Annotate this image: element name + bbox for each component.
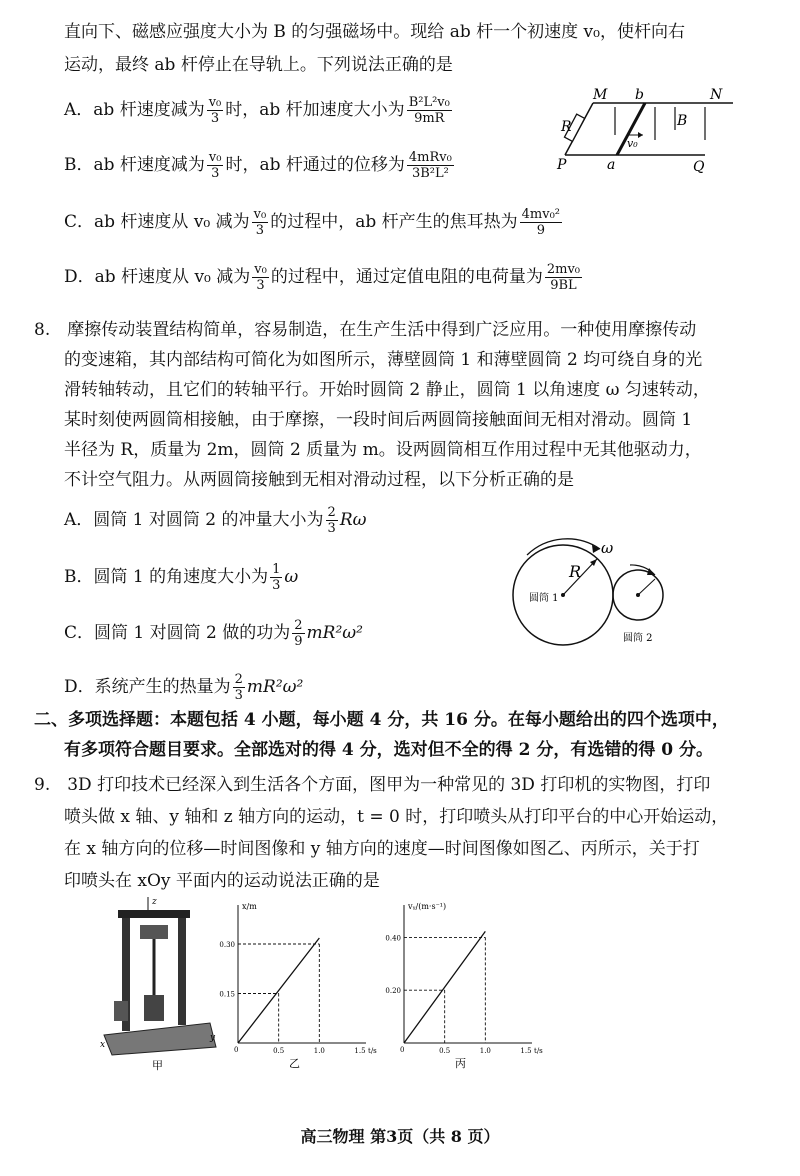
x-tick-label: 1.5 <box>520 1047 532 1055</box>
option-text: C．圆筒 1 对圆筒 2 做的功为 <box>64 623 291 643</box>
origin-label: 0 <box>234 1046 239 1054</box>
y-tick-label: 0.15 <box>219 990 235 999</box>
fraction-denominator: 9mR <box>414 111 445 126</box>
chart-caption: 乙 <box>289 1057 300 1070</box>
q9-line-1: 9. 3D 打印技术已经深入到生活各个方面，图甲为一种常见的 3D 打印机的实物图，打印 <box>34 775 711 795</box>
fraction-numerator: 4mv₀² <box>521 207 561 222</box>
label-B: B <box>677 113 688 129</box>
fraction-numerator: 2 <box>327 505 336 520</box>
label-v0: v₀ <box>627 137 638 150</box>
option-text: Rω <box>339 510 367 530</box>
fraction-numerator: 4mRv₀ <box>408 150 452 165</box>
q8-line-2: 的变速箱，其内部结构可简化为如图所示，薄壁圆筒 1 和薄壁圆筒 2 均可绕自身的光 <box>64 350 703 370</box>
fraction <box>252 207 269 238</box>
fraction-denominator: 3B²L² <box>411 166 449 181</box>
fraction-denominator: 3 <box>210 111 220 126</box>
option-text: D．系统产生的热量为 <box>64 677 231 697</box>
fraction <box>326 505 338 536</box>
label-a: a <box>607 157 616 173</box>
chart-bing <box>378 895 543 1075</box>
fraction-numerator: B²L²v₀ <box>408 95 450 110</box>
printer-y-label: y <box>210 1033 216 1043</box>
origin-label: 0 <box>400 1046 405 1054</box>
fraction <box>233 672 245 703</box>
label-R: R <box>561 119 572 135</box>
fraction-denominator: 3 <box>211 166 220 181</box>
option-text: ω <box>284 567 299 587</box>
fraction-denominator: 9BL <box>550 278 577 293</box>
fraction-denominator: 3 <box>234 688 243 703</box>
q8-option-B <box>64 562 298 593</box>
fraction <box>545 262 582 293</box>
q8-line-1: 8. 摩擦传动装置结构简单，容易制造，在生产生活中得到广泛应用。一种使用摩擦传动 <box>34 320 697 340</box>
option-text: 时，ab 杆加速度大小为 <box>225 100 405 120</box>
y-tick-label: 0.20 <box>385 987 401 996</box>
cylinder-2-label: 圆筒 2 <box>623 633 653 644</box>
fraction-numerator: v₀ <box>208 150 222 165</box>
radius-label: R <box>569 562 582 581</box>
fraction <box>407 150 454 181</box>
fraction-denominator: 3 <box>256 278 265 293</box>
rail-circuit-figure <box>555 85 735 180</box>
fraction <box>270 562 282 593</box>
fraction-numerator: 2mv₀ <box>546 262 580 277</box>
fig-jia-caption: 甲 <box>152 1059 163 1072</box>
y-axis-label: x/m <box>242 902 257 911</box>
option-text: B．圆筒 1 的角速度大小为 <box>64 567 269 587</box>
q8-option-D <box>64 672 303 703</box>
option-text: A．ab 杆速度减为 <box>64 100 205 120</box>
fraction <box>520 207 562 238</box>
q9-line-2: 喷头做 x 轴、y 轴和 z 轴方向的运动，t = 0 时，打印喷头从打印平台的中心开始运动， <box>64 807 729 827</box>
option-text: 时，ab 杆通过的位移为 <box>225 155 405 175</box>
option-text: D．ab 杆速度从 v₀ 减为 <box>64 267 251 287</box>
q7-option-A <box>64 95 454 126</box>
printer-photo-figure <box>100 895 220 1070</box>
page-footer: 高三物理 第3页（共 8 页） <box>300 1127 500 1146</box>
q7-option-B <box>64 150 456 181</box>
fraction-denominator: 9 <box>536 223 545 238</box>
x-tick-label: 1.0 <box>479 1047 491 1055</box>
y-tick-label: 0.30 <box>219 941 235 949</box>
option-text: mR²ω² <box>306 623 363 643</box>
fraction-denominator: 9 <box>294 634 303 649</box>
chart-caption: 丙 <box>455 1057 466 1070</box>
fraction-numerator: 1 <box>272 562 281 577</box>
fraction-denominator: 3 <box>255 223 265 238</box>
y-axis-label: vᵧ/(m·s⁻¹) <box>408 902 447 911</box>
q8-line-6: 不计空气阻力。从两圆筒接触到无相对滑动过程，以下分析正确的是 <box>64 470 574 490</box>
fraction <box>207 95 224 126</box>
printer-x-label: x <box>100 1040 106 1050</box>
q9-line-4: 印喷头在 xOy 平面内的运动说法正确的是 <box>64 871 380 891</box>
x-tick-label: 1.0 <box>313 1047 325 1055</box>
fraction <box>252 262 269 293</box>
fraction <box>407 95 452 126</box>
fraction-numerator: 2 <box>234 672 243 687</box>
q7-option-D <box>64 262 584 293</box>
fraction-denominator: 3 <box>272 578 281 593</box>
option-text: B．ab 杆速度减为 <box>64 155 205 175</box>
q8-line-4: 某时刻使两圆筒相接触，由于摩擦，一段时间后两圆筒接触面间无相对滑动。圆筒 1 <box>64 410 693 430</box>
x-axis-label: t/s <box>368 1047 377 1055</box>
q8-option-C <box>64 618 363 649</box>
fraction-numerator: v₀ <box>253 207 267 222</box>
label-M: M <box>593 87 608 103</box>
q8-line-5: 半径为 R，质量为 2m，圆筒 2 质量为 m。设两圆筒相互作用过程中无其他驱动力， <box>64 440 702 460</box>
label-b: b <box>635 87 644 103</box>
section2-line-1: 二、多项选择题：本题包括 4 小题，每小题 4 分，共 16 分。在每小题给出的四个选项中， <box>34 710 729 730</box>
chart-yi <box>212 895 377 1075</box>
omega-label: ω <box>601 539 614 557</box>
option-text: 的过程中，通过定值电阻的电荷量为 <box>270 267 543 287</box>
fraction-denominator: 3 <box>327 521 336 536</box>
option-text: A．圆筒 1 对圆筒 2 的冲量大小为 <box>64 510 324 530</box>
fraction-numerator: v₀ <box>208 95 222 110</box>
fraction-numerator: v₀ <box>254 262 267 277</box>
series-line <box>238 938 319 1043</box>
q8-line-3: 滑转轴转动，且它们的转轴平行。开始时圆筒 2 静止，圆筒 1 以角速度 ω 匀速转动， <box>64 380 710 400</box>
intro-line-2: 运动，最终 ab 杆停止在导轨上。下列说法正确的是 <box>64 55 453 75</box>
label-Q: Q <box>693 159 705 175</box>
section2-line-2: 有多项符合题目要求。全部选对的得 4 分，选对但不全的得 2 分，有选错的得 0 分。 <box>64 740 713 760</box>
q9-line-3: 在 x 轴方向的位移—时间图像和 y 轴方向的速度—时间图像如图乙、丙所示，关于打 <box>64 839 700 859</box>
label-N: N <box>710 87 723 103</box>
y-tick-label: 0.40 <box>385 934 401 943</box>
x-tick-label: 0.5 <box>273 1047 285 1055</box>
label-P: P <box>557 157 567 173</box>
cylinders-figure <box>505 535 695 650</box>
intro-line-1: 直向下、磁感应强度大小为 B 的匀强磁场中。现给 ab 杆一个初速度 v₀，使杆向右 <box>64 22 685 42</box>
cylinder-1-label: 圆筒 1 <box>529 593 559 604</box>
q8-option-A <box>64 505 366 536</box>
fraction <box>207 150 224 181</box>
option-text: mR²ω² <box>246 677 304 697</box>
fraction <box>292 618 304 649</box>
x-axis-label: t/s <box>534 1047 543 1055</box>
fraction-numerator: 2 <box>294 618 303 633</box>
printer-z-label: z <box>152 897 157 907</box>
x-tick-label: 1.5 <box>354 1047 366 1055</box>
option-text: 的过程中，ab 杆产生的焦耳热为 <box>270 212 518 232</box>
q7-option-C <box>64 207 564 238</box>
x-tick-label: 0.5 <box>439 1047 451 1055</box>
option-text: C．ab 杆速度从 v₀ 减为 <box>64 212 250 232</box>
